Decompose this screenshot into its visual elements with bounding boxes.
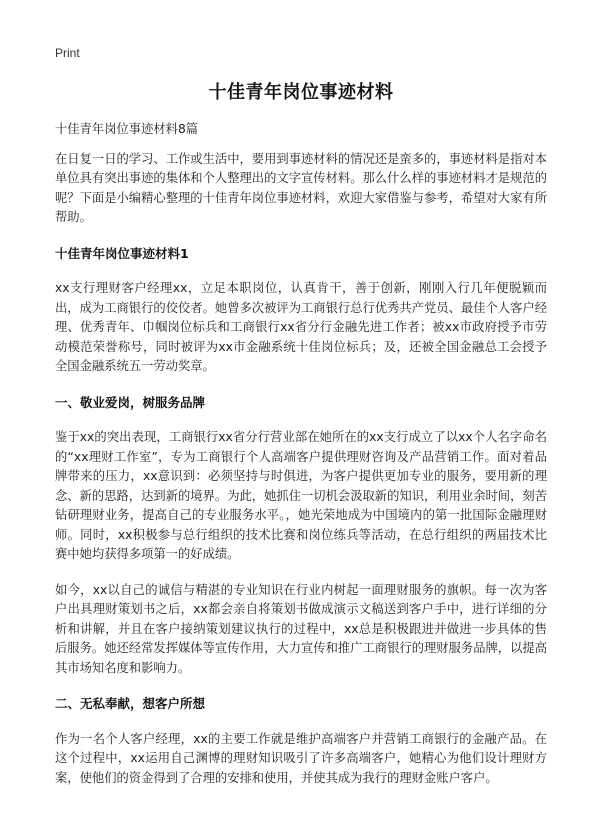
article-subtitle: 十佳青年岗位事迹材料8篇	[55, 122, 199, 136]
subsection2-paragraph-1: 作为一名个人客户经理，xx的主要工作就是维护高端客户并营销工商银行的金融产品。在这个过程中，xx运用自己渊博的理财知识吸引了许多高端客户，她精心为他们设计理财方案，使他们的资金得到了合理的安排和使用，并使其成为我行的理财金账户客户。	[55, 731, 547, 785]
subsection1-paragraph-1: 鉴于xx的突出表现，工商银行xx省分行营业部在她所在的xx支行成立了以xx个人名字命名的“xx理财工作室”，专为工商银行个人高端客户提供理财咨询及产品营销工作。面对着品牌带来的压力，xx意识到：必须坚持与时俱进，为客户提供更加专业的服务，要用新的理念、新的思路，达到新的境界。为此，她抓住一切机会汲取新的知识，利用业余时间，刻苦钻研理财业务，提高自己的专业服务水平。，她光荣地成为中国境内的第一批国际金融理财师。同时，xx积极参与总行组织的技术比赛和岗位练兵等活动，在总行组织的两届技术比赛中她均获得多项第一的好成绩。	[55, 430, 547, 561]
page-title: 十佳青年岗位事迹材料	[208, 82, 394, 103]
section1-paragraph: xx支行理财客户经理xx，立足本职岗位，认真肯干，善于创新，刚刚入行几年便脱颖而出，成为工商银行的佼佼者。她曾多次被评为工商银行总行优秀共产党员、最佳个人客户经理、优秀青年、巾帼岗位标兵和工商银行xx省分行金融先进工作者；被xx市政府授予市劳动模范荣誉称号，同时被评为xx市金融系统十佳岗位标兵；及，还被全国金融总工会授予全国金融系统五一劳动奖章。	[55, 281, 547, 373]
section-heading-1: 十佳青年岗位事迹材料1	[55, 245, 189, 261]
article-body	[55, 120, 547, 804]
intro-paragraph: 在日复一日的学习、工作或生活中，要用到事迹材料的情况还是蛮多的，事迹材料是指对本单位具有突出事迹的集体和个人整理出的文字宣传材料。那么什么样的事迹材料才是规范的呢？下面是小编精心整理的十佳青年岗位事迹材料，欢迎大家借鉴与参考，希望对大家有所帮助。	[55, 151, 547, 224]
print-link[interactable]: Print	[55, 46, 80, 60]
subsection-heading-2: 二、无私奉献，想客户所想	[55, 696, 206, 711]
subsection-heading-1: 一、敬业爱岗，树服务品牌	[55, 394, 206, 410]
subsection1-paragraph-2: 如今，xx以自己的诚信与精湛的专业知识在行业内树起一面理财服务的旗帜。每一次为客户出具理财策划书之后，xx都会亲自将策划书做成演示文稿送到客户手中，进行详细的分析和讲解，并且在客户接纳策划建议执行的过程中，xx总是积极跟进并做进一步具体的售后服务。她还经常发挥媒体等宣传作用，大力宣传和推广工商银行的理财服务品牌，以提高其市场知名度和影响力。	[55, 582, 547, 675]
